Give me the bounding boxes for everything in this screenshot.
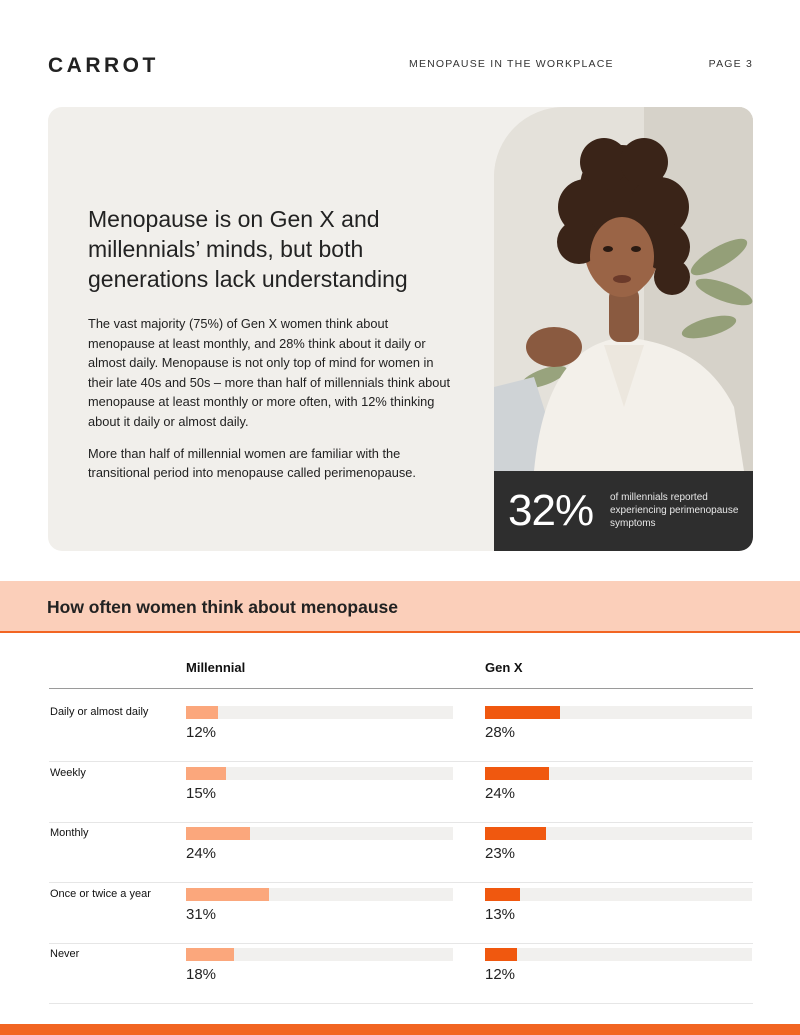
series-header-genx: Gen X: [485, 660, 523, 675]
bar-genx: [485, 706, 560, 719]
bar-millennial: [186, 827, 250, 840]
value-label: 12%: [485, 966, 516, 983]
bar-millennial: [186, 767, 226, 780]
hero-card: [48, 107, 753, 551]
table-row: [49, 823, 753, 883]
table-row: [49, 884, 753, 944]
bar-millennial: [186, 706, 218, 719]
bar-track: [186, 767, 453, 780]
bar-track: [186, 948, 453, 961]
bar-genx: [485, 767, 549, 780]
row-label: Monthly: [50, 827, 89, 839]
section-band: [0, 581, 800, 633]
hero-heading: Menopause is on Gen X and millennials’ minds, but both generations lack understanding: [88, 206, 408, 292]
stat-value: 32%: [508, 486, 594, 535]
value-label: 23%: [485, 845, 516, 862]
page-number: PAGE 3: [708, 58, 753, 70]
row-label: Weekly: [50, 766, 86, 779]
value-label: 24%: [485, 784, 516, 802]
page-header: [0, 0, 800, 100]
bar-track: [485, 706, 752, 719]
section-title: How often women think about menopause: [47, 597, 398, 617]
table-row: [49, 763, 753, 823]
stat-caption: of millennials reported experiencing perimenopause symptoms: [610, 492, 739, 529]
value-label: 13%: [485, 905, 516, 923]
row-label: Daily or almost daily: [50, 706, 149, 718]
bar-track: [186, 888, 453, 901]
value-label: 12%: [186, 724, 217, 741]
bar-track: [485, 948, 752, 961]
hero-paragraph: The vast majority (75%) of Gen X women think about menopause at least monthly, and 28% think about it daily or almost daily. Menopause is not only top of mind for women in their late 40s and 50s – more than half of millennials think about menopause at least monthly or more often, with 12% thinking about it daily or almost daily.: [88, 316, 451, 429]
value-label: 28%: [485, 724, 516, 741]
document-title: MENOPAUSE IN THE WORKPLACE: [409, 58, 614, 70]
bar-track: [186, 706, 453, 719]
carrot-logo: CARROT: [48, 54, 159, 77]
bar-genx: [485, 888, 520, 901]
footer-accent-bar: [0, 1024, 800, 1035]
stat-callout: [494, 471, 753, 551]
table-row: [49, 702, 753, 762]
woman-photo: [494, 107, 753, 471]
header-divider: [49, 688, 753, 689]
hero-body: [88, 314, 458, 483]
row-label: Once or twice a year: [50, 887, 151, 900]
table-row: [49, 944, 753, 1004]
bar-track: [485, 767, 752, 780]
value-label: 24%: [186, 845, 217, 862]
bar-track: [186, 827, 453, 840]
bar-millennial: [186, 948, 234, 961]
series-header-millennial: Millennial: [186, 660, 246, 675]
bar-millennial: [186, 888, 269, 901]
bar-genx: [485, 827, 546, 840]
bar-genx: [485, 948, 517, 961]
value-label: 18%: [186, 966, 217, 983]
value-label: 15%: [186, 784, 217, 802]
hero-paragraph: More than half of millennial women are familiar with the transitional period into menopause called perimenopause.: [88, 445, 416, 481]
bar-track: [485, 827, 752, 840]
row-label: Never: [50, 948, 80, 960]
bar-track: [485, 888, 752, 901]
value-label: 31%: [186, 905, 217, 923]
